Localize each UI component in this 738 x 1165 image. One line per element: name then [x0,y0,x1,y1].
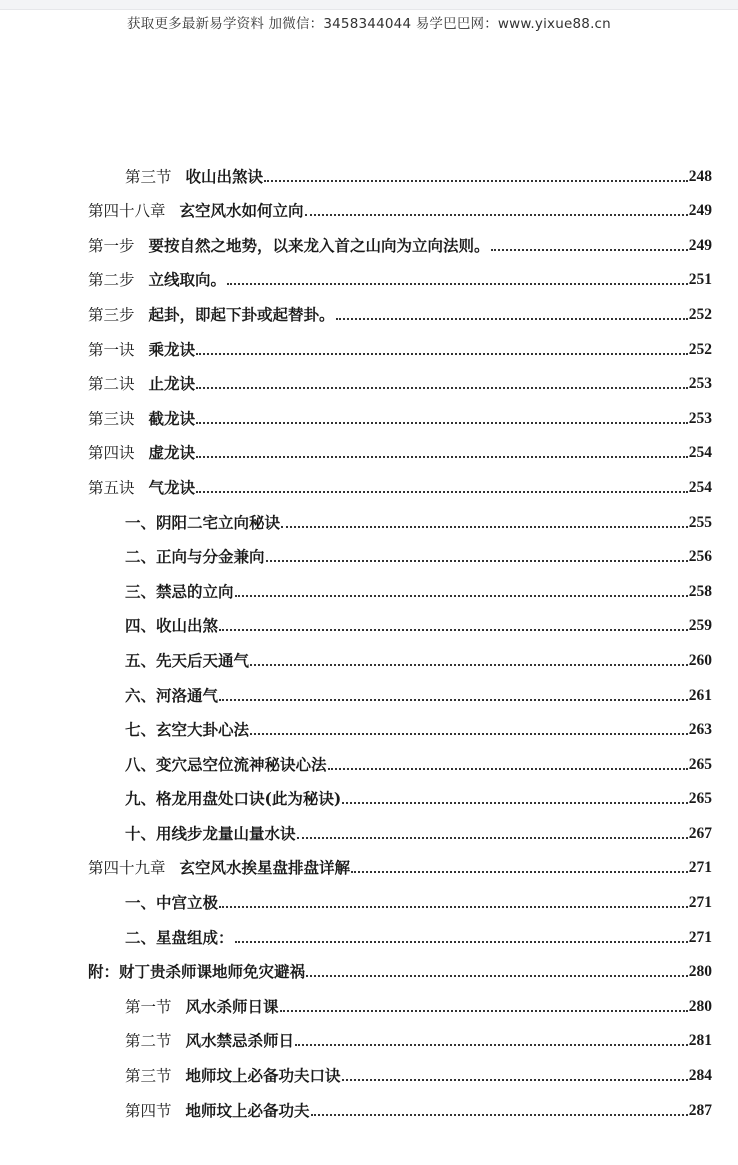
leader-dots [336,318,688,320]
leader-dots [196,387,688,389]
leader-dots [281,526,688,528]
toc-entry[interactable] [88,463,712,498]
toc-entry-title: 九、格龙用盘处口诀(此为秘诀) [125,789,342,809]
toc-entry-page: 280 [688,963,712,981]
toc-entry-title: 六、河洛通气 [125,685,219,705]
toc-entry-title: 收山出煞诀 [185,166,264,186]
toc-entry-number: 第四节 [125,1101,172,1120]
toc-entry[interactable] [88,152,712,187]
toc-entry-title: 三、禁忌的立向 [125,581,234,601]
leader-dots [196,422,688,424]
toc-entry-number: 第二诀 [88,375,135,394]
toc-entry[interactable] [88,567,712,602]
toc-entry-page: 254 [688,478,712,496]
toc-entry[interactable] [88,740,712,775]
toc-entry-number: 第一节 [125,997,172,1016]
toc-entry[interactable] [88,394,712,429]
toc-entry[interactable] [88,290,712,325]
toc-entry[interactable] [88,671,712,706]
toc-entry-title: 风水禁忌杀师日 [185,1031,295,1051]
leader-dots [342,802,688,804]
top-bar [0,0,738,10]
toc-entry-page: 281 [688,1032,712,1050]
toc-entry-page: 253 [688,375,712,393]
toc-entry-title: 二、星盘组成： [125,927,234,947]
toc-entry[interactable] [88,982,712,1017]
toc-entry[interactable] [88,187,712,222]
toc-entry-page: 249 [688,236,712,254]
toc-entry-title: 地师坟上必备功夫 [185,1100,310,1120]
watermark-banner: 获取更多最新易学资料 加微信：3458344044 易学巴巴网：www.yixue88.cn [127,16,611,32]
toc-entry[interactable] [88,775,712,810]
toc-entry-title: 十、用线步龙量山量水诀 [125,823,296,843]
toc-entry-page: 267 [688,824,712,842]
leader-dots [219,699,688,701]
toc-entry-number: 第四诀 [88,444,135,463]
toc-entry-page: 253 [688,409,712,427]
toc-entry-page: 254 [688,444,712,462]
toc-entry-number: 第三诀 [88,409,135,428]
leader-dots [235,941,688,943]
leader-dots [306,975,688,977]
toc-entry-title: 一、中宫立极 [125,893,219,913]
toc-entry-title: 虚龙诀 [148,443,196,463]
toc-entry[interactable] [88,1086,712,1121]
toc-entry-title: 八、变穴忌空位流神秘诀心法 [125,754,327,774]
leader-dots [491,249,688,251]
toc-entry-title: 玄空风水挨星盘排盘详解 [179,858,351,878]
leader-dots [196,456,688,458]
leader-dots [297,837,688,839]
toc-entry-title: 起卦，即起下卦或起替卦。 [148,304,335,324]
toc-entry-page: 260 [688,651,712,669]
table-of-contents [88,152,712,1121]
leader-dots [250,664,688,666]
toc-entry-page: 256 [688,548,712,566]
toc-entry-page: 252 [688,305,712,323]
leader-dots [305,214,688,216]
toc-entry-number: 第一诀 [88,340,135,359]
leader-dots [219,906,688,908]
toc-entry[interactable] [88,878,712,913]
leader-dots [351,871,688,873]
leader-dots [235,595,688,597]
toc-entry[interactable] [88,221,712,256]
leader-dots [266,560,688,562]
toc-entry-number: 第二节 [125,1032,172,1051]
leader-dots [311,1114,688,1116]
toc-entry-title: 附：财丁贵杀师课地师免灾避祸 [88,962,306,982]
toc-entry-number: 第四十九章 [88,859,166,878]
leader-dots [250,733,688,735]
toc-entry-number: 第一步 [88,236,135,255]
toc-entry-page: 280 [688,997,712,1015]
toc-entry-title: 立线取向。 [148,270,227,290]
toc-entry[interactable] [88,1051,712,1086]
toc-entry-page: 248 [688,167,712,185]
toc-entry[interactable] [88,256,712,291]
toc-entry-title: 乘龙诀 [148,339,196,359]
toc-entry-page: 261 [688,686,712,704]
toc-entry[interactable] [88,844,712,879]
toc-entry-title: 七、玄空大卦心法 [125,720,250,740]
leader-dots [342,1079,688,1081]
toc-entry[interactable] [88,636,712,671]
toc-entry-page: 259 [688,617,712,635]
toc-entry-title: 气龙诀 [148,477,196,497]
toc-entry[interactable] [88,325,712,360]
toc-entry[interactable] [88,429,712,464]
toc-entry-title: 止龙诀 [148,374,196,394]
toc-entry-title: 要按自然之地势，以来龙入首之山向为立向法则。 [148,235,490,255]
toc-entry-page: 271 [688,928,712,946]
toc-entry-page: 263 [688,721,712,739]
toc-entry-number: 第三节 [125,1067,172,1086]
toc-entry-page: 258 [688,582,712,600]
leader-dots [196,491,688,493]
toc-entry-page: 271 [688,859,712,877]
toc-entry-title: 二、正向与分金兼向 [125,547,265,567]
leader-dots [264,180,688,182]
toc-entry[interactable] [88,360,712,395]
toc-entry[interactable] [88,706,712,741]
toc-entry-page: 271 [688,894,712,912]
toc-entry[interactable] [88,602,712,637]
toc-entry-page: 252 [688,340,712,358]
toc-entry[interactable] [88,1017,712,1052]
toc-entry-title: 截龙诀 [148,408,196,428]
toc-entry-page: 265 [688,755,712,773]
toc-entry-number: 第四十八章 [88,202,166,221]
leader-dots [219,629,688,631]
toc-entry-page: 284 [688,1067,712,1085]
toc-entry-title: 五、先天后天通气 [125,650,250,670]
toc-entry-number: 第五诀 [88,478,135,497]
toc-entry-title: 玄空风水如何立向 [179,201,304,221]
toc-entry-title: 地师坟上必备功夫口诀 [185,1066,341,1086]
leader-dots [280,1010,688,1012]
toc-entry-page: 265 [688,790,712,808]
leader-dots [227,283,688,285]
leader-dots [328,768,688,770]
toc-entry[interactable] [88,913,712,948]
leader-dots [295,1044,688,1046]
toc-entry-number: 第二步 [88,271,135,290]
toc-entry-number: 第三步 [88,305,135,324]
toc-entry-title: 一、阴阳二宅立向秘诀 [125,512,281,532]
toc-entry-number: 第三节 [125,167,172,186]
toc-entry-title: 四、收山出煞 [125,616,219,636]
toc-entry[interactable] [88,948,712,983]
toc-entry[interactable] [88,809,712,844]
toc-entry-page: 287 [688,1101,712,1119]
toc-entry-page: 249 [688,202,712,220]
toc-entry-page: 255 [688,513,712,531]
toc-entry-title: 风水杀师日课 [185,996,279,1016]
toc-entry[interactable] [88,498,712,533]
toc-entry[interactable] [88,533,712,568]
toc-entry-page: 251 [688,271,712,289]
leader-dots [196,353,688,355]
